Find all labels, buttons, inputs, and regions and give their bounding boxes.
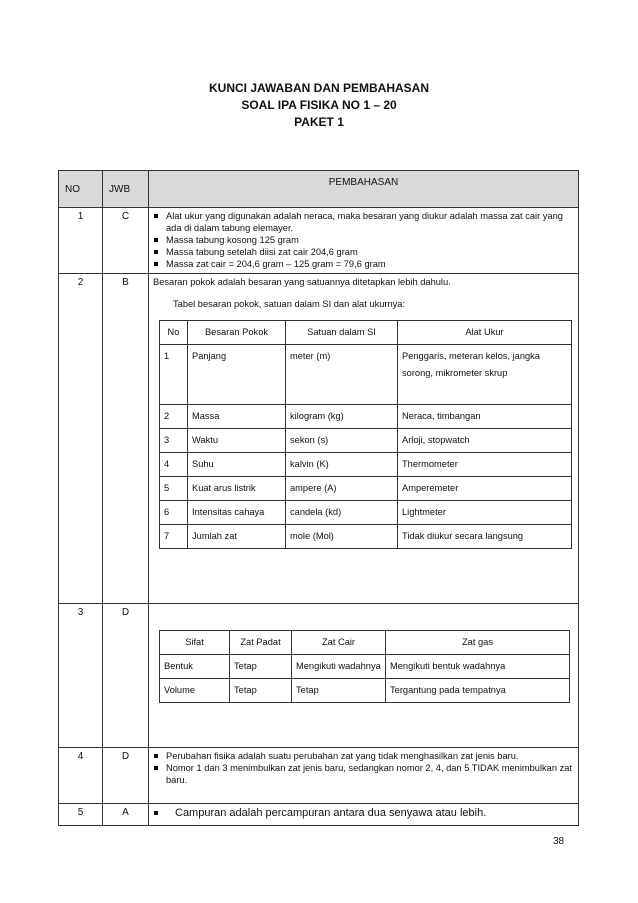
table-row [59,208,579,274]
cell: mole (Mol) [286,525,398,549]
answer-table [58,170,579,826]
sub-header: No [160,321,188,345]
table-row [59,804,579,826]
table-caption: Tabel besaran pokok, satuan dalam SI dan alat ukurnya: [173,299,406,309]
cell: 3 [160,429,188,453]
list-item: Perubahan fisika adalah suatu perubahan zat yang tidak menghasilkan zat jenis baru. [153,750,574,762]
sub-table-row [160,345,572,405]
page-number: 38 [553,836,565,847]
cell: Thermometer [398,453,572,477]
cell: Panjang [188,345,286,405]
row-explanation [149,748,579,804]
definition-text: Besaran pokok adalah besaran yang satuannya ditetapkan lebih dahulu. [153,277,451,287]
row-explanation [149,604,579,748]
row-explanation [149,804,579,826]
title-line-1: KUNCI JAWABAN DAN PEMBAHASAN [208,81,429,95]
bullet-list [149,804,578,820]
row-explanation [149,208,579,274]
cell: Massa [188,405,286,429]
sub-table-row [160,453,572,477]
cell: Neraca, timbangan [398,405,572,429]
row-no: 3 [59,604,103,748]
cell: kalvin (K) [286,453,398,477]
cell: Suhu [188,453,286,477]
base-quantity-table [159,320,572,549]
cell: Intensitas cahaya [188,501,286,525]
list-item: Massa zat cair = 204,6 gram – 125 gram = 79,6 gram [153,258,574,270]
matter-state-table [159,630,570,703]
cell: Tetap [230,655,292,679]
sub-table-row [160,501,572,525]
cell: kilogram (kg) [286,405,398,429]
bullet-list [149,748,578,786]
header-jwb: JWB [103,171,149,208]
table-row [59,748,579,804]
row-no: 5 [59,804,103,826]
cell: Amperemeter [398,477,572,501]
cell: Tergantung pada tempatnya [386,679,570,703]
cell: Lightmeter [398,501,572,525]
table-row [59,604,579,748]
sub-header: Alat Ukur [398,321,572,345]
sub-table-row [160,429,572,453]
cell: 6 [160,501,188,525]
cell: Mengikuti bentuk wadahnya [386,655,570,679]
cell: Tetap [230,679,292,703]
cell: candela (kd) [286,501,398,525]
row-explanation [149,274,579,604]
cell: Kuat arus listrik [188,477,286,501]
sub-header: Besaran Pokok [188,321,286,345]
title-line-2: SOAL IPA FISIKA NO 1 – 20 [241,98,397,112]
cell: Bentuk [160,655,230,679]
sub-header: Zat gas [386,631,570,655]
list-item: Campuran adalah percampuran antara dua senyawa atau lebih. [153,806,574,820]
row-answer: A [103,804,149,826]
cell: 4 [160,453,188,477]
bullet-list [149,208,578,270]
cell: 2 [160,405,188,429]
sub-header-row [160,631,570,655]
row-no: 2 [59,274,103,604]
cell: Mengikuti wadahnya [292,655,386,679]
cell: 1 [160,345,188,405]
title-line-3: PAKET 1 [294,115,344,129]
cell: Waktu [188,429,286,453]
cell: Jumlah zat [188,525,286,549]
cell: Tetap [292,679,386,703]
sub-table-row [160,525,572,549]
cell: Arloji, stopwatch [398,429,572,453]
cell: 7 [160,525,188,549]
list-item: Nomor 1 dan 3 menimbulkan zat jenis baru, sedangkan nomor 2, 4, dan 5 TIDAK menimbulkan zat baru. [153,762,574,786]
sub-header: Zat Padat [230,631,292,655]
sub-header-row [160,321,572,345]
cell: 5 [160,477,188,501]
cell: meter (m) [286,345,398,405]
document-title [0,80,638,131]
sub-header: Satuan dalam SI [286,321,398,345]
cell: ampere (A) [286,477,398,501]
list-item: Massa tabung setelah diisi zat cair 204,6 gram [153,246,574,258]
row-answer: D [103,604,149,748]
sub-header: Zat Cair [292,631,386,655]
header-row [59,171,579,208]
sub-table-row [160,405,572,429]
header-no: NO [59,171,103,208]
row-no: 4 [59,748,103,804]
sub-header: Sifat [160,631,230,655]
cell: Tidak diukur secara langsung [398,525,572,549]
table-row [59,274,579,604]
row-answer: B [103,274,149,604]
sub-table-row [160,655,570,679]
header-pembahasan: PEMBAHASAN [149,171,579,208]
row-no: 1 [59,208,103,274]
list-item: Massa tabung kosong 125 gram [153,234,574,246]
sub-table-row [160,679,570,703]
cell: Volume [160,679,230,703]
sub-table-row [160,477,572,501]
cell: Penggaris, meteran kelos, jangka sorong, mikrometer skrup [398,345,572,405]
list-item: Alat ukur yang digunakan adalah neraca, maka besaran yang diukur adalah massa zat cair yang ada di dalam tabung elemayer. [153,210,574,234]
cell: sekon (s) [286,429,398,453]
row-answer: C [103,208,149,274]
row-answer: D [103,748,149,804]
